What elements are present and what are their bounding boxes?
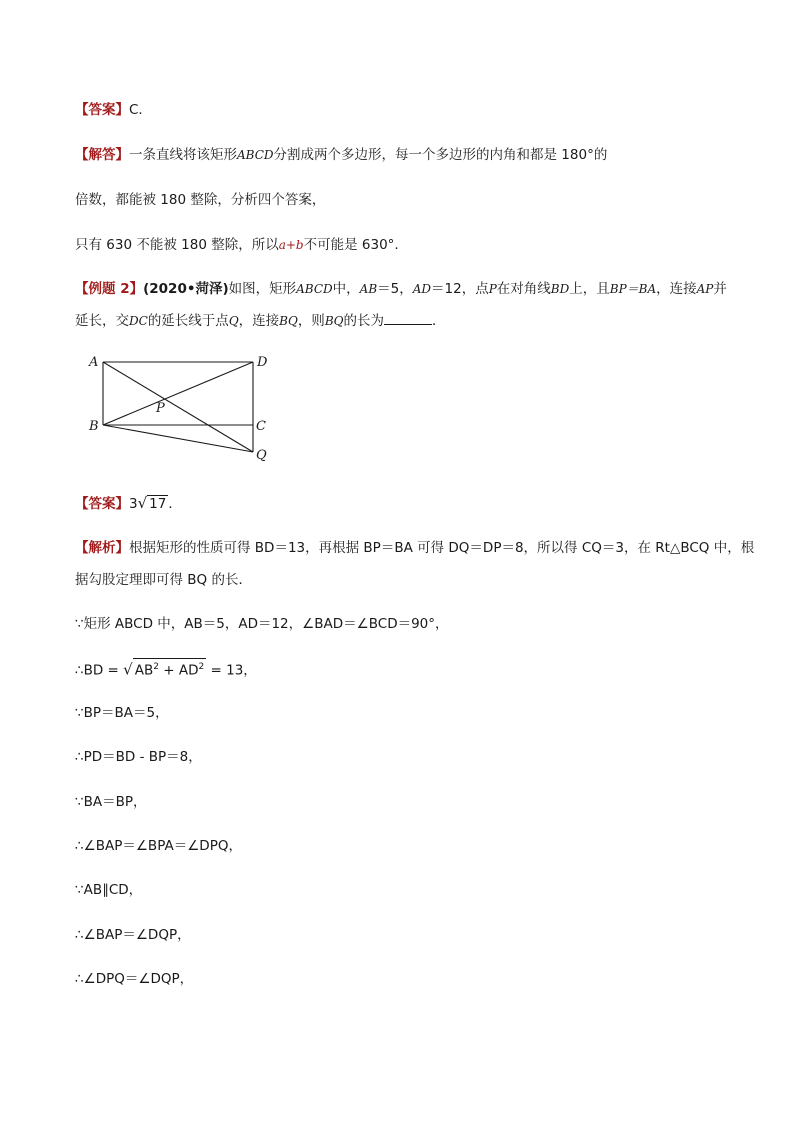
ex-text: ．	[431, 313, 446, 329]
ex-text: ，则	[297, 313, 325, 329]
step-7: ∵AB∥CD，	[75, 882, 143, 898]
ex-text: ＝12，点	[431, 281, 489, 297]
answer-tag: 【答案】	[75, 102, 129, 118]
ex-text: 并	[713, 281, 727, 297]
ex-var: P	[488, 282, 497, 296]
ex-var: BP＝BA	[609, 282, 657, 296]
rectangle-figure	[80, 350, 280, 465]
bd-result: = 13，	[206, 662, 257, 679]
bd-radicand	[133, 658, 207, 679]
analysis-line-2: 据勾股定理即可得 BQ 的长．	[75, 572, 252, 588]
sqrt-icon: √	[137, 494, 148, 512]
solution-1-line3-a: 只有 630 不能被 180 整除，所以	[75, 237, 279, 253]
step-3: ∵BP＝BA＝5，	[75, 705, 169, 721]
bd-term-a: AB	[134, 662, 154, 679]
answer-2-end: ．	[168, 496, 182, 512]
example-2-line-2	[75, 311, 445, 331]
ex-text: 上，且	[569, 281, 610, 297]
ex-var: AD	[412, 282, 432, 296]
analysis-tag: 【解析】	[75, 540, 129, 556]
ex-text: ＝5，	[377, 281, 413, 297]
example-tag: 【例题 2】	[75, 281, 144, 297]
ex-var: BQ	[324, 314, 344, 328]
answer-2-radicand: 17	[149, 496, 167, 512]
answer-2-coef: 3	[129, 496, 138, 512]
analysis-line-1	[75, 538, 754, 558]
segment-bd	[103, 362, 253, 425]
label-c: C	[256, 419, 266, 434]
label-b: B	[89, 419, 99, 434]
example-source: (2020•菏泽)	[143, 281, 229, 297]
ex-var: DC	[129, 314, 148, 328]
answer-2-line	[75, 493, 182, 514]
bd-exp-b: 2	[198, 662, 205, 672]
answer-blank	[384, 312, 432, 325]
ex-var: Q	[228, 314, 239, 328]
step-6: ∴∠BAP＝∠BPA＝∠DPQ，	[75, 838, 242, 854]
ex-text: 在对角线	[496, 281, 551, 297]
ex-var: BQ	[279, 314, 298, 328]
solution-1-line-3	[75, 235, 399, 255]
solution-1-line-1	[75, 145, 607, 165]
solution-1-line3-c: 不可能是 630°.	[303, 237, 399, 253]
answer-1-line	[75, 100, 152, 120]
ex-var: BD	[550, 282, 570, 296]
ex-text: 如图，矩形	[228, 281, 297, 297]
bd-exp-a: 2	[153, 662, 159, 672]
ex-text: ，连接	[656, 281, 697, 297]
ex-var: ABCD	[296, 282, 333, 296]
label-p: P	[156, 401, 165, 416]
ex-text: 的延长线于点	[147, 313, 229, 329]
step-9: ∴∠DPQ＝∠DQP，	[75, 971, 194, 987]
answer-1-value: C．	[129, 102, 152, 118]
solution-1-line3-b: a+b	[278, 238, 304, 252]
step-5: ∵BA＝BP，	[75, 794, 147, 810]
step-2	[75, 658, 257, 681]
bd-plus: +	[158, 662, 179, 679]
analysis-text-1: 根据矩形的性质可得 BD＝13，再根据 BP＝BA 可得 DQ＝DP＝8，所以得 CQ＝3，在 Rt△BCQ 中，根	[129, 540, 755, 556]
solution-1-text-c: 分割成两个多边形，每一个多边形的内角和都是 180°的	[273, 147, 608, 163]
step-1: ∵矩形 ABCD 中，AB＝5，AD＝12，∠BAD＝∠BCD＝90°，	[75, 616, 449, 632]
ex-text: ，连接	[238, 313, 280, 329]
sqrt-icon: √	[123, 660, 133, 679]
label-a: A	[89, 355, 99, 370]
ex-text: 延长，交	[75, 313, 129, 329]
step-8: ∴∠BAP＝∠DQP，	[75, 927, 191, 943]
solution-1-text-a: 一条直线将该矩形	[129, 147, 237, 163]
label-q: Q	[256, 448, 267, 463]
step-4: ∴PD＝BD - BP＝8，	[75, 749, 202, 765]
ex-var: AP	[696, 282, 714, 296]
step-2-prefix: ∴BD =	[75, 662, 124, 679]
example-2-line-1	[75, 279, 727, 299]
solution-1-rect-name: ABCD	[237, 148, 274, 162]
label-d: D	[257, 355, 268, 370]
solution-tag: 【解答】	[75, 147, 129, 163]
answer-tag: 【答案】	[75, 496, 129, 512]
solution-1-line-2: 倍数，都能被 180 整除，分析四个答案，	[75, 192, 326, 208]
ex-var: AB	[359, 282, 378, 296]
ex-text: 中，	[332, 281, 360, 297]
bd-term-b: AD	[178, 662, 199, 679]
ex-text: 的长为	[343, 313, 384, 329]
